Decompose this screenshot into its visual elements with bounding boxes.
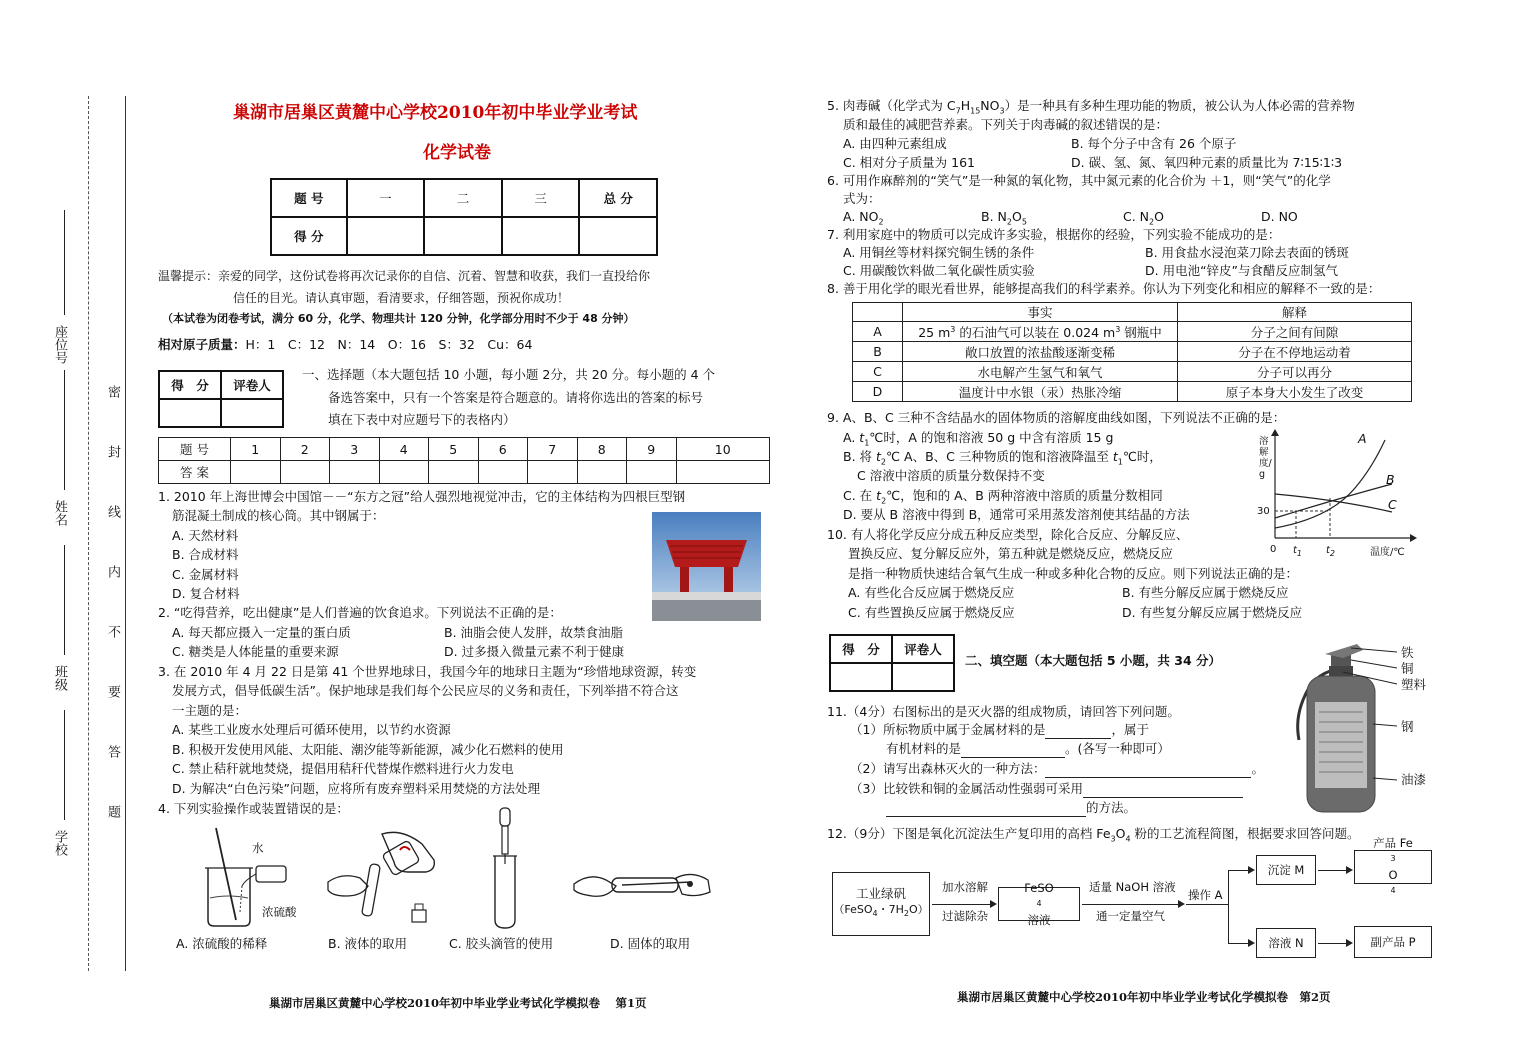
q5-option: D. 碳、氢、氮、氧四种元素的质量比为 7∶15∶1∶3 <box>1071 155 1343 170</box>
flow-arrow1-top: 加水溶解 <box>942 880 988 894</box>
answer-cell[interactable] <box>627 461 677 484</box>
flow-arrow1-bottom: 过滤除杂 <box>942 909 988 923</box>
graph-curve-b-label: B <box>1386 472 1395 487</box>
q12-stem: 12.（9分）下图是氧化沉淀法生产复印用的高档 $Fe_3O_4$ 粉的工艺流程简图，根据要求回答问题。 <box>827 826 1360 844</box>
q6-stem: 式为： <box>843 191 881 206</box>
q9-option: B. 将 $t_2℃$ A、B、C 三种物质的饱和溶液降温至 $t_1℃$时， <box>843 449 1162 467</box>
q8-header: 解释 <box>1178 303 1412 322</box>
q3-option: A. 某些工业废水处理后可循环使用，以节约水资源 <box>172 722 451 737</box>
q9-option: C 溶液中溶质的质量分数保持不变 <box>857 468 1045 483</box>
answer-number: 8 <box>577 438 627 461</box>
score-cell[interactable] <box>424 217 502 255</box>
extinguisher-label-plastic: 塑料 <box>1401 677 1427 692</box>
q9-option: A. $t_1℃$时，A 的饱和溶液 50 g 中含有溶质 15 g <box>843 430 1114 448</box>
experiment-b-liquid-pour-icon <box>322 824 442 934</box>
q11-p1b: ，属于 <box>1111 722 1149 737</box>
q11-p3a: （3）比较铁和铜的金属活动性强弱可采用 <box>850 781 1083 796</box>
q7-option: D. 用电池“锌皮”与食醋反应制氢气 <box>1145 263 1339 278</box>
flow-split-bottom-head <box>1248 939 1255 947</box>
flow-box-raw-material <box>832 872 930 936</box>
answer-table <box>158 437 770 484</box>
flow-split-bottom <box>1228 943 1248 944</box>
score-header: 一 <box>347 179 425 217</box>
q4-option-label: A. 浓硫酸的稀释 <box>176 936 268 951</box>
q8-cell: A <box>853 322 903 342</box>
q8-header <box>853 303 903 322</box>
extinguisher-label-copper: 铜 <box>1401 661 1414 676</box>
q11-p2: （2）请写出森林灭火的一种方法： <box>850 761 1046 776</box>
q11-stem: 11.（4分）右图标出的是灭火器的组成物质，请回答下列问题。 <box>827 704 1180 719</box>
flow-arrow-m-head <box>1346 866 1353 874</box>
graph-ylabel: 溶解度/g <box>1259 436 1272 480</box>
q6-option: D. NO <box>1261 209 1298 224</box>
q4-option-label: D. 固体的取用 <box>610 936 691 951</box>
q3-option: C. 禁止秸秆就地焚烧，提倡用秸秆代替煤作燃料进行火力发电 <box>172 761 514 776</box>
flow-box1-line1: 工业绿矾 <box>855 885 906 901</box>
q5-stem: 5. 肉毒碱（化学式为 $C_7H_{15}NO_3$）是一种具有多种生理功能的物质，被公认为人体必需的营养物 <box>827 98 1355 116</box>
answer-number: 10 <box>676 438 770 461</box>
flow-arrow-n-head <box>1346 939 1353 947</box>
q1-option: D. 复合材料 <box>172 586 240 601</box>
name-blank <box>64 370 65 490</box>
q8-cell: 25 $m^3$ 的石油气可以装在 0.024 $m^3$ 钢瓶中 <box>903 322 1178 342</box>
q11-p1a: （1）所标物质中属于金属材料的是 <box>850 722 1046 737</box>
q8-cell: 分子在不停地运动着 <box>1178 342 1412 362</box>
q10-stem: 置换反应、复分解反应外，第五种就是燃烧反应，燃烧反应 <box>848 546 1174 561</box>
q10-stem: 是指一种物质快速结合氧气生成一种或多种化合物的反应。则下列说法正确的是： <box>848 566 1299 581</box>
score-header: 题 号 <box>271 179 347 217</box>
q3-stem: 一主题的是： <box>172 703 248 718</box>
answer-cell[interactable] <box>429 461 479 484</box>
q9-option: C. 在 $t_2℃$，饱和的 A、B 两种溶液中溶质的质量分数相同 <box>843 488 1163 506</box>
footer-left: 巢湖市居巢区黄麓中心学校2010年初中毕业学业考试化学模拟卷 第1页 <box>269 996 647 1010</box>
q8-cell: B <box>853 342 903 362</box>
atomic-mass <box>158 335 532 354</box>
q8-cell: 温度计中水银（汞）热胀冷缩 <box>903 382 1178 402</box>
q6-option: B. $N_2O_5$ <box>981 209 1027 227</box>
q11-blank-method[interactable] <box>1045 764 1251 778</box>
q8-cell: 分子之间有间隙 <box>1178 322 1412 342</box>
q10-option: C. 有些置换反应属于燃烧反应 <box>848 605 1015 620</box>
extinguisher-label-paint: 油漆 <box>1401 772 1427 787</box>
graph-origin: 0 <box>1270 544 1277 555</box>
flow-box-solution-n: 溶液 N <box>1256 928 1316 958</box>
answer-number: 5 <box>429 438 479 461</box>
curve-c <box>1275 494 1392 512</box>
tips-line: 信任的目光。请认真审题，看清要求，仔细答题，预祝你成功！ <box>233 291 570 305</box>
q10-option: B. 有些分解反应属于燃烧反应 <box>1122 585 1289 600</box>
q1-stem: 1. 2010 年上海世博会中国馆－－“东方之冠”给人强烈地视觉冲击，它的主体结构为四根巨型钢 <box>158 489 686 504</box>
graph-xlabel: 温度/℃ <box>1370 547 1405 558</box>
q4-option-label: C. 胶头滴管的使用 <box>449 936 554 951</box>
q7-option: B. 用食盐水浸泡菜刀除去表面的锈斑 <box>1145 245 1350 260</box>
score-row-label: 得 分 <box>271 217 347 255</box>
experiment-d-solid-icon <box>572 862 712 912</box>
grader-name-cell[interactable] <box>221 399 283 427</box>
answer-cell[interactable] <box>528 461 578 484</box>
q3-option: B. 积极开发使用风能、太阳能、潮汐能等新能源，减少化石燃料的使用 <box>172 742 564 757</box>
graph-t2: $t_2$ <box>1326 545 1336 558</box>
q11-blank-metal[interactable] <box>1045 725 1111 739</box>
q2-option: B. 油脂会使人发胖，故禁食油脂 <box>444 625 624 640</box>
flow-split-top-head <box>1248 866 1255 874</box>
grader-name-label: 评卷人 <box>221 371 283 399</box>
flow-box-byproduct: 副产品 P <box>1354 926 1432 958</box>
q9-option: D. 要从 B 溶液中得到 B，通常可采用蒸发溶剂使其结晶的方法 <box>843 507 1190 522</box>
acid-label: 浓硫酸 <box>262 905 297 919</box>
answer-number: 3 <box>330 438 380 461</box>
q7-option: A. 用铜丝等材料探究铜生锈的条件 <box>843 245 1035 260</box>
seal-text: 密 封 线 内 不 要 答 题 <box>105 385 120 835</box>
score-table <box>270 178 658 256</box>
score-cell[interactable] <box>579 217 657 255</box>
answer-cell[interactable] <box>379 461 429 484</box>
class-blank <box>64 545 65 655</box>
answer-cell[interactable] <box>231 461 281 484</box>
section1-line: 填在下表中对应题号下的表格内） <box>328 412 516 427</box>
flow-arrow1 <box>932 904 990 905</box>
q8-stem: 8. 善于用化学的眼光看世界，能够提高我们的科学素养。你认为下列变化和相应的解释不一致的是： <box>827 281 1381 296</box>
grader-name-label: 评卷人 <box>892 635 954 663</box>
q10-option: D. 有些复分解反应属于燃烧反应 <box>1122 605 1303 620</box>
q11-part3b <box>886 798 1136 817</box>
school-label: 学校 <box>52 830 67 856</box>
flow-arrow2-head <box>1178 900 1185 908</box>
flow-split-top <box>1228 870 1248 871</box>
atomic-mass-label: 相对原子质量： <box>158 337 246 352</box>
grader-score-label: 得 分 <box>830 635 892 663</box>
seat-blank <box>64 210 65 315</box>
footer-right: 巢湖市居巢区黄麓中心学校2010年初中毕业学业考试化学模拟卷 第2页 <box>957 990 1331 1004</box>
q3-stem: 3. 在 2010 年 4 月 22 日是第 41 个世界地球日，我国今年的地球日主题为“珍惜地球资源，转变 <box>158 664 697 679</box>
q2-stem: 2. “吃得营养，吃出健康”是人们普遍的饮食追求。下列说法不正确的是： <box>158 605 562 620</box>
binding-solid-line <box>125 96 126 971</box>
flow-arrow1-head <box>990 900 997 908</box>
q8-table <box>852 302 1412 402</box>
q10-option: A. 有些化合反应属于燃烧反应 <box>848 585 1015 600</box>
answer-cell[interactable] <box>478 461 528 484</box>
score-header: 三 <box>502 179 580 217</box>
q4-option-label: B. 液体的取用 <box>328 936 408 951</box>
flow-operation-a: 操作 A <box>1188 888 1223 902</box>
china-pavilion-image <box>652 512 761 621</box>
flow-box-precipitate-m: 沉淀 M <box>1256 855 1316 885</box>
water-label: 水 <box>252 841 264 855</box>
flow-split-v <box>1228 870 1229 943</box>
flow-arrow2-bottom: 通一定量空气 <box>1096 909 1165 923</box>
answer-cell[interactable] <box>577 461 627 484</box>
q8-cell: 水电解产生氢气和氧气 <box>903 362 1178 382</box>
grader-score-label: 得 分 <box>159 371 221 399</box>
q1-option: C. 金属材料 <box>172 567 239 582</box>
grader-score-cell[interactable] <box>159 399 221 427</box>
q11-blank-compare-1[interactable] <box>1083 784 1243 798</box>
q7-stem: 7. 利用家庭中的物质可以完成许多实验，根据你的经验，下列实验不能成功的是： <box>827 227 1281 242</box>
answer-number: 7 <box>528 438 578 461</box>
q8-cell: 原子本身大小发生了改变 <box>1178 382 1412 402</box>
q11-blank-compare-2[interactable] <box>886 803 1086 817</box>
q5-stem: 质和最佳的减肥营养素。下列关于肉毒碱的叙述错误的是： <box>843 117 1169 132</box>
binding-dashed-line <box>88 96 89 971</box>
q11-part3 <box>850 779 1243 798</box>
atomic-mass-values: H：1 C：12 N：14 O：16 S：32 Cu：64 <box>245 337 533 352</box>
q11-p1d: 。(各写一种即可） <box>1065 741 1170 756</box>
answer-number: 6 <box>478 438 528 461</box>
flow-box1-line2: （FeSO$_4$・$7H_2O$） <box>833 902 929 919</box>
section1-line: 一、选择题（本大题包括 10 小题，每小题 2分，共 20 分。每小题的 4 个 <box>302 367 716 382</box>
graph-y30: 30 <box>1257 506 1270 517</box>
score-cell[interactable] <box>347 217 425 255</box>
flow-arrow-n <box>1318 943 1346 944</box>
answer-row-label: 答 案 <box>159 461 231 484</box>
extinguisher-label-steel: 钢 <box>1401 719 1414 734</box>
q4-stem: 4. 下列实验操作或装置错误的是： <box>158 801 349 816</box>
q11-p1c: 有机材料的是 <box>886 741 962 756</box>
q8-cell: D <box>853 382 903 402</box>
q6-option: C. $N_2O$ <box>1123 209 1164 227</box>
q2-option: D. 过多摄入微量元素不利于健康 <box>444 644 625 659</box>
q8-cell: C <box>853 362 903 382</box>
answer-row-label: 题 号 <box>159 438 231 461</box>
q9-stem: 9. A、B、C 三种不含结晶水的固体物质的溶解度曲线如图，下列说法不正确的是： <box>827 410 1286 425</box>
graph-curve-a-label: A <box>1358 431 1367 446</box>
tips-line: 温馨提示：亲爱的同学，这份试卷将再次记录你的自信、沉着、智慧和收获，我们一直投给你 <box>158 269 651 283</box>
section1-line: 备选答案中，只有一个答案是符合题意的。请将你选出的答案的标号 <box>328 390 704 405</box>
flow-split-h <box>1186 904 1228 905</box>
answer-number: 4 <box>379 438 429 461</box>
q11-part1b <box>886 739 1170 758</box>
answer-number: 9 <box>627 438 677 461</box>
q3-option: D. 为解决“白色污染”问题，应将所有废弃塑料采用焚烧的方法处理 <box>172 781 541 796</box>
school-blank <box>64 710 65 820</box>
q11-p2end: 。 <box>1251 761 1264 776</box>
q11-part1 <box>850 720 1149 739</box>
score-header: 二 <box>424 179 502 217</box>
graph-t1: $t_1$ <box>1293 545 1303 558</box>
score-cell[interactable] <box>502 217 580 255</box>
grader-score-cell[interactable] <box>830 663 892 691</box>
flow-arrow2 <box>1082 904 1178 905</box>
score-header: 总 分 <box>579 179 657 217</box>
tips-note: （本试卷为闭卷考试，满分 60 分，化学、物理共计 120 分钟，化学部分用时不少于 48 分钟） <box>162 312 635 325</box>
extinguisher-label-iron: 铁 <box>1401 645 1414 660</box>
q8-cell: 敞口放置的浓盐酸逐渐变稀 <box>903 342 1178 362</box>
q11-blank-organic[interactable] <box>961 744 1065 758</box>
flow-box-feso4: FeSO 4 溶液 <box>998 887 1080 921</box>
answer-cell[interactable] <box>280 461 330 484</box>
q8-cell: 分子可以再分 <box>1178 362 1412 382</box>
q1-stem: 筋混凝土制成的核心筒。其中钢属于： <box>172 508 385 523</box>
graph-curve-c-label: C <box>1388 497 1397 512</box>
grader-name-cell[interactable] <box>892 663 954 691</box>
q2-option: C. 糖类是人体能量的重要来源 <box>172 644 339 659</box>
section2-title: 二、填空题（本大题包括 5 小题，共 34 分） <box>965 653 1222 668</box>
flow-arrow-m <box>1318 870 1346 871</box>
grader-box-2 <box>829 634 955 692</box>
q6-stem: 6. 可用作麻醉剂的“笑气”是一种氮的氧化物，其中氮元素的化合价为 ＋1，则“笑气”的化学 <box>827 173 1331 188</box>
q11-p3b: 的方法。 <box>1086 800 1137 815</box>
grader-box <box>158 370 284 428</box>
q7-option: C. 用碳酸饮料做二氧化碳性质实验 <box>843 263 1035 278</box>
seat-label: 座位号 <box>52 325 67 364</box>
name-label: 姓名 <box>52 500 67 526</box>
q5-option: B. 每个分子中含有 26 个原子 <box>1071 136 1237 151</box>
experiment-c-dropper-icon <box>485 806 525 930</box>
q11-part2 <box>850 759 1264 778</box>
answer-cell[interactable] <box>330 461 380 484</box>
q8-header: 事实 <box>903 303 1178 322</box>
answer-cell[interactable] <box>676 461 770 484</box>
q10-stem: 10. 有人将化学反应分成五种反应类型，除化合反应、分解反应、 <box>827 527 1189 542</box>
flow-arrow2-top: 适量 NaOH 溶液 <box>1089 880 1176 894</box>
q3-stem: 发展方式，倡导低碳生活”。保护地球是我们每个公民应尽的义务和责任，下列举措不符合这 <box>172 683 679 698</box>
exam-title: 巢湖市居巢区黄麓中心学校2010年初中毕业学业考试 <box>233 103 638 123</box>
q5-option: A. 由四种元素组成 <box>843 136 947 151</box>
flow-box-product: 产品 Fe 3 O 4 <box>1354 850 1432 884</box>
q1-option: A. 天然材料 <box>172 528 239 543</box>
class-label: 班级 <box>52 665 67 691</box>
q6-option: A. $NO_2$ <box>843 209 884 227</box>
exam-subtitle: 化学试卷 <box>423 143 491 163</box>
q2-option: A. 每天都应摄入一定量的蛋白质 <box>172 625 351 640</box>
answer-number: 1 <box>231 438 281 461</box>
q1-option: B. 合成材料 <box>172 547 239 562</box>
answer-number: 2 <box>280 438 330 461</box>
q5-option: C. 相对分子质量为 161 <box>843 155 976 170</box>
